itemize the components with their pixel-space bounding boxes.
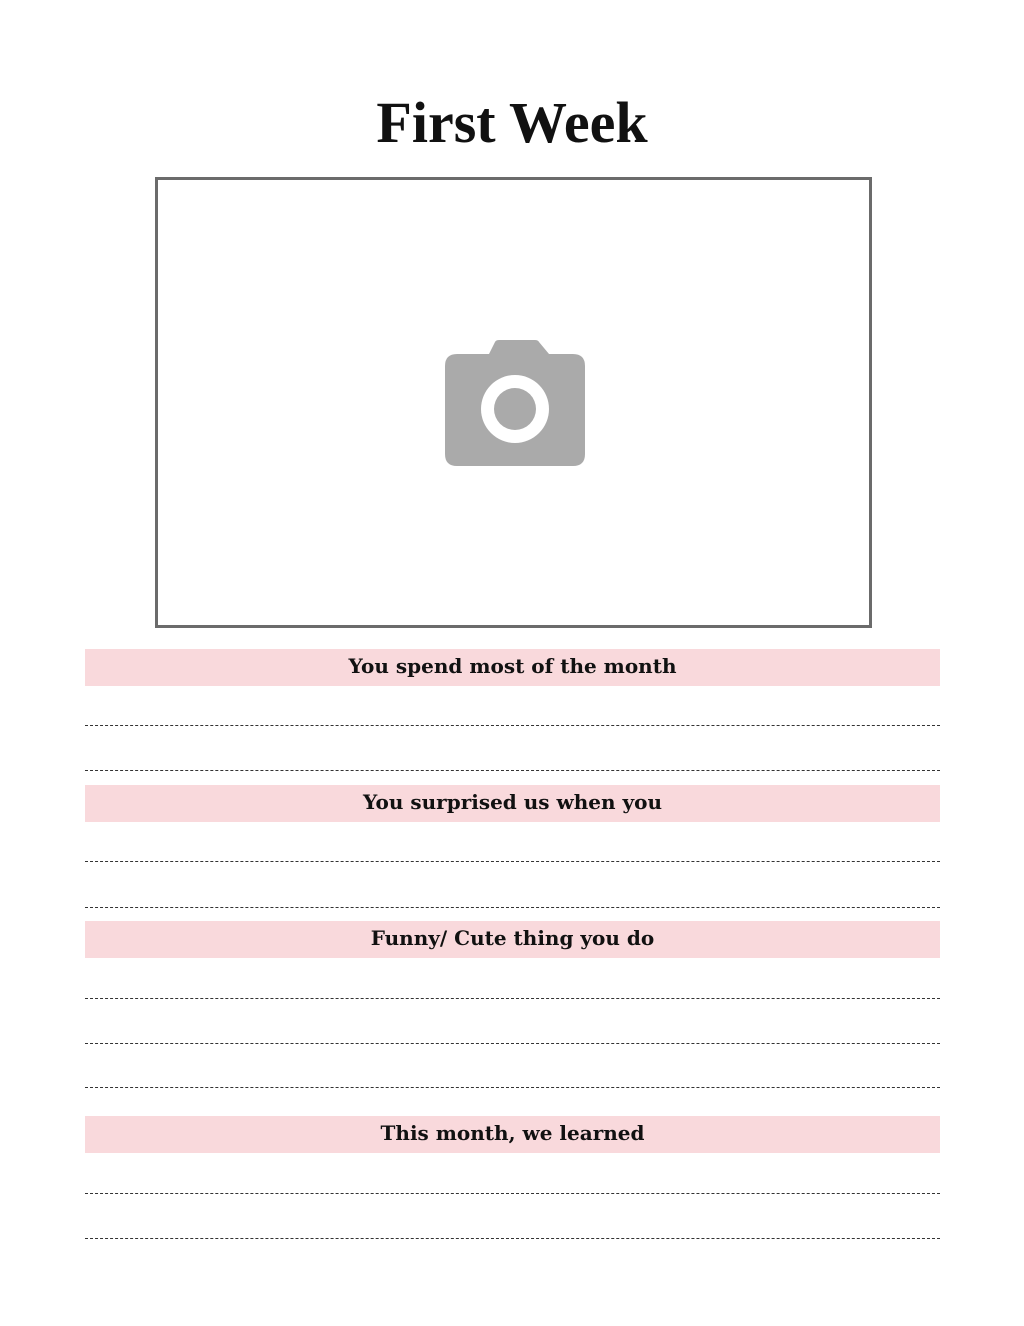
write-line[interactable] — [85, 998, 940, 999]
section-header-surprised-us: You surprised us when you — [85, 785, 940, 822]
write-line[interactable] — [85, 1087, 940, 1088]
section-header-spend-most: You spend most of the month — [85, 649, 940, 686]
section-header-funny-cute: Funny/ Cute thing you do — [85, 921, 940, 958]
write-line[interactable] — [85, 1238, 940, 1239]
write-line[interactable] — [85, 861, 940, 862]
write-line[interactable] — [85, 1043, 940, 1044]
write-line[interactable] — [85, 907, 940, 908]
camera-icon — [445, 340, 585, 466]
section-header-we-learned: This month, we learned — [85, 1116, 940, 1153]
write-line[interactable] — [85, 770, 940, 771]
write-line[interactable] — [85, 1193, 940, 1194]
page-title: First Week — [376, 90, 648, 155]
photo-placeholder[interactable] — [155, 177, 872, 628]
write-line[interactable] — [85, 725, 940, 726]
